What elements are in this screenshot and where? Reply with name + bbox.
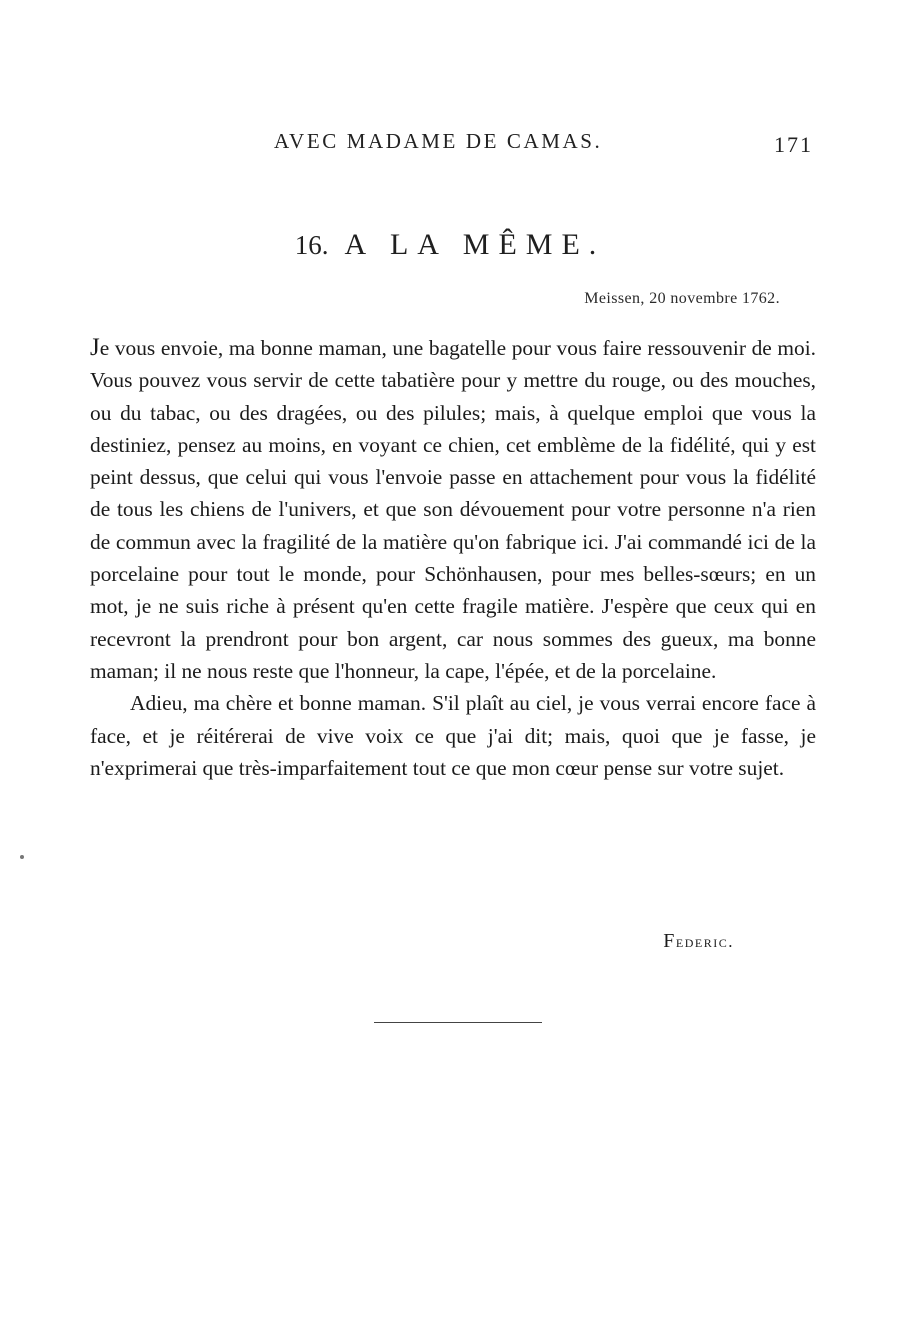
page-number: 171	[774, 132, 813, 157]
paragraph: Adieu, ma chère et bonne maman. S'il plaît au ciel, je vous verrai encore face à face, et je réitérerai de vive voix ce que j'ai dit; mais, quoi que je fasse, je n'exprimerai que très-imparfaitement tout ce que mon cœur pense sur votre sujet.	[90, 691, 816, 780]
paragraph	[90, 332, 816, 687]
paper-speck	[20, 855, 24, 859]
signature: Federic.	[663, 930, 734, 952]
running-header	[0, 129, 900, 159]
letter-heading	[0, 228, 900, 262]
running-title: AVEC MADAME DE CAMAS.	[274, 129, 603, 153]
letter-body	[90, 332, 816, 784]
initial-letter: J	[90, 334, 100, 361]
letter-title: A LA MÊME.	[344, 228, 606, 261]
letter-dateline: Meissen, 20 novembre 1762.	[584, 290, 780, 307]
end-rule-divider	[374, 1022, 542, 1023]
letter-number: 16.	[294, 230, 329, 260]
paragraph-text: e vous envoie, ma bonne maman, une bagatelle pour vous faire ressouvenir de moi. Vous pouvez vous servir de cette tabatière pour y mettre du rouge, ou des mouches, ou du tabac, ou des dragées, ou des pilules; mais, à quelque emploi que vous la destiniez, pensez au moins, en voyant ce chien, cet emblème de la fidélité, qui y est peint dessus, que celui qui vous l'envoie passe en attachement pour vous la fidélité de tous les chiens de l'univers, et que son dévouement pour votre personne n'a rien de commun avec la fragilité de la matière qu'on fabrique ici. J'ai commandé ici de la porcelaine pour tout le monde, pour Schönhausen, pour mes belles-sœurs; en un mot, je ne suis riche à présent qu'en cette fragile matière. J'espère que ceux qui en recevront la prendront pour bon argent, car nous sommes des gueux, ma bonne maman; il ne nous reste que l'honneur, la cape, l'épée, et de la porcelaine.	[90, 336, 816, 683]
